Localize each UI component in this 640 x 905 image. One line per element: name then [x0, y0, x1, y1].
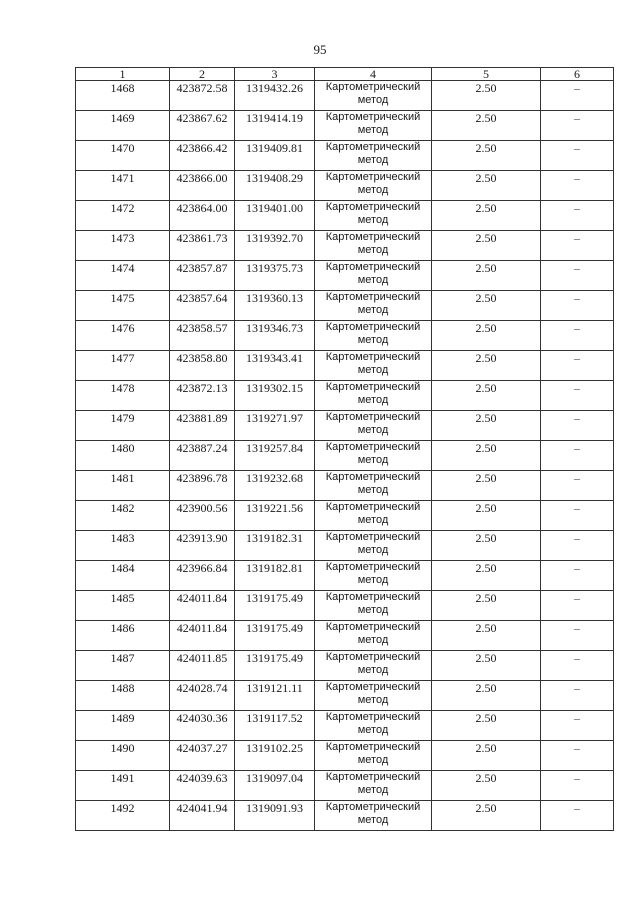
note-cell: –: [541, 171, 614, 201]
y-coordinate-cell: 1319408.29: [235, 171, 315, 201]
point-number-cell: 1492: [76, 801, 170, 831]
y-coordinate-cell: 1319175.49: [235, 651, 315, 681]
note-cell: –: [541, 381, 614, 411]
y-coordinate-cell: 1319346.73: [235, 321, 315, 351]
method-cell: Картометрический метод: [315, 441, 432, 471]
method-cell: Картометрический метод: [315, 261, 432, 291]
column-header: 6: [541, 68, 614, 81]
accuracy-cell: 2.50: [432, 501, 541, 531]
x-coordinate-cell: 423857.64: [170, 291, 235, 321]
x-coordinate-cell: 423966.84: [170, 561, 235, 591]
table-row: [76, 591, 614, 621]
method-cell: Картометрический метод: [315, 711, 432, 741]
table-row: [76, 711, 614, 741]
y-coordinate-cell: 1319401.00: [235, 201, 315, 231]
y-coordinate-cell: 1319257.84: [235, 441, 315, 471]
accuracy-cell: 2.50: [432, 351, 541, 381]
x-coordinate-cell: 423881.89: [170, 411, 235, 441]
accuracy-cell: 2.50: [432, 561, 541, 591]
y-coordinate-cell: 1319097.04: [235, 771, 315, 801]
y-coordinate-cell: 1319409.81: [235, 141, 315, 171]
point-number-cell: 1486: [76, 621, 170, 651]
note-cell: –: [541, 621, 614, 651]
note-cell: –: [541, 141, 614, 171]
note-cell: –: [541, 111, 614, 141]
accuracy-cell: 2.50: [432, 171, 541, 201]
x-coordinate-cell: 424028.74: [170, 681, 235, 711]
x-coordinate-cell: 424039.63: [170, 771, 235, 801]
accuracy-cell: 2.50: [432, 381, 541, 411]
note-cell: –: [541, 771, 614, 801]
y-coordinate-cell: 1319182.31: [235, 531, 315, 561]
y-coordinate-cell: 1319360.13: [235, 291, 315, 321]
column-header: 5: [432, 68, 541, 81]
method-cell: Картометрический метод: [315, 411, 432, 441]
accuracy-cell: 2.50: [432, 711, 541, 741]
point-number-cell: 1488: [76, 681, 170, 711]
accuracy-cell: 2.50: [432, 111, 541, 141]
note-cell: –: [541, 441, 614, 471]
x-coordinate-cell: 423857.87: [170, 261, 235, 291]
point-number-cell: 1476: [76, 321, 170, 351]
table-row: [76, 321, 614, 351]
point-number-cell: 1475: [76, 291, 170, 321]
method-cell: Картометрический метод: [315, 651, 432, 681]
point-number-cell: 1478: [76, 381, 170, 411]
point-number-cell: 1481: [76, 471, 170, 501]
method-cell: Картометрический метод: [315, 771, 432, 801]
note-cell: –: [541, 411, 614, 441]
note-cell: –: [541, 801, 614, 831]
point-number-cell: 1471: [76, 171, 170, 201]
table-row: [76, 231, 614, 261]
y-coordinate-cell: 1319432.26: [235, 81, 315, 111]
point-number-cell: 1480: [76, 441, 170, 471]
table-row: [76, 501, 614, 531]
method-cell: Картометрический метод: [315, 801, 432, 831]
x-coordinate-cell: 423867.62: [170, 111, 235, 141]
method-cell: Картометрический метод: [315, 741, 432, 771]
method-cell: Картометрический метод: [315, 141, 432, 171]
note-cell: –: [541, 231, 614, 261]
note-cell: –: [541, 501, 614, 531]
y-coordinate-cell: 1319271.97: [235, 411, 315, 441]
table-row: [76, 621, 614, 651]
note-cell: –: [541, 201, 614, 231]
y-coordinate-cell: 1319221.56: [235, 501, 315, 531]
x-coordinate-cell: 424041.94: [170, 801, 235, 831]
point-number-cell: 1470: [76, 141, 170, 171]
note-cell: –: [541, 261, 614, 291]
accuracy-cell: 2.50: [432, 81, 541, 111]
accuracy-cell: 2.50: [432, 231, 541, 261]
y-coordinate-cell: 1319302.15: [235, 381, 315, 411]
note-cell: –: [541, 651, 614, 681]
accuracy-cell: 2.50: [432, 321, 541, 351]
table-row: [76, 441, 614, 471]
y-coordinate-cell: 1319091.93: [235, 801, 315, 831]
method-cell: Картометрический метод: [315, 171, 432, 201]
method-cell: Картометрический метод: [315, 591, 432, 621]
y-coordinate-cell: 1319414.19: [235, 111, 315, 141]
point-number-cell: 1485: [76, 591, 170, 621]
point-number-cell: 1477: [76, 351, 170, 381]
table-row: [76, 351, 614, 381]
accuracy-cell: 2.50: [432, 531, 541, 561]
x-coordinate-cell: 423872.58: [170, 81, 235, 111]
page-number: 95: [313, 42, 327, 57]
column-header: 3: [235, 68, 315, 81]
table-row: [76, 141, 614, 171]
accuracy-cell: 2.50: [432, 471, 541, 501]
method-cell: Картометрический метод: [315, 681, 432, 711]
point-number-cell: 1483: [76, 531, 170, 561]
accuracy-cell: 2.50: [432, 621, 541, 651]
column-header: 1: [76, 68, 170, 81]
note-cell: –: [541, 321, 614, 351]
accuracy-cell: 2.50: [432, 771, 541, 801]
table-header-row: [76, 68, 614, 81]
method-cell: Картометрический метод: [315, 471, 432, 501]
point-number-cell: 1473: [76, 231, 170, 261]
table-row: [76, 411, 614, 441]
method-cell: Картометрический метод: [315, 291, 432, 321]
accuracy-cell: 2.50: [432, 261, 541, 291]
method-cell: Картометрический метод: [315, 381, 432, 411]
table-row: [76, 471, 614, 501]
point-number-cell: 1468: [76, 81, 170, 111]
y-coordinate-cell: 1319182.81: [235, 561, 315, 591]
x-coordinate-cell: 423896.78: [170, 471, 235, 501]
point-number-cell: 1489: [76, 711, 170, 741]
point-number-cell: 1474: [76, 261, 170, 291]
method-cell: Картометрический метод: [315, 501, 432, 531]
accuracy-cell: 2.50: [432, 681, 541, 711]
x-coordinate-cell: 424011.84: [170, 621, 235, 651]
method-cell: Картометрический метод: [315, 621, 432, 651]
x-coordinate-cell: 424011.84: [170, 591, 235, 621]
table-row: [76, 801, 614, 831]
point-number-cell: 1487: [76, 651, 170, 681]
y-coordinate-cell: 1319175.49: [235, 621, 315, 651]
point-number-cell: 1482: [76, 501, 170, 531]
table-row: [76, 771, 614, 801]
x-coordinate-cell: 424011.85: [170, 651, 235, 681]
x-coordinate-cell: 423913.90: [170, 531, 235, 561]
accuracy-cell: 2.50: [432, 141, 541, 171]
note-cell: –: [541, 591, 614, 621]
accuracy-cell: 2.50: [432, 201, 541, 231]
point-number-cell: 1490: [76, 741, 170, 771]
x-coordinate-cell: 423861.73: [170, 231, 235, 261]
accuracy-cell: 2.50: [432, 411, 541, 441]
method-cell: Картометрический метод: [315, 81, 432, 111]
note-cell: –: [541, 561, 614, 591]
accuracy-cell: 2.50: [432, 651, 541, 681]
x-coordinate-cell: 424037.27: [170, 741, 235, 771]
point-number-cell: 1491: [76, 771, 170, 801]
table-row: [76, 741, 614, 771]
table-row: [76, 201, 614, 231]
x-coordinate-cell: 423900.56: [170, 501, 235, 531]
note-cell: –: [541, 681, 614, 711]
note-cell: –: [541, 531, 614, 561]
y-coordinate-cell: 1319102.25: [235, 741, 315, 771]
y-coordinate-cell: 1319117.52: [235, 711, 315, 741]
y-coordinate-cell: 1319175.49: [235, 591, 315, 621]
y-coordinate-cell: 1319375.73: [235, 261, 315, 291]
column-header: 2: [170, 68, 235, 81]
method-cell: Картометрический метод: [315, 561, 432, 591]
accuracy-cell: 2.50: [432, 291, 541, 321]
table-row: [76, 561, 614, 591]
point-number-cell: 1469: [76, 111, 170, 141]
x-coordinate-cell: 424030.36: [170, 711, 235, 741]
method-cell: Картометрический метод: [315, 111, 432, 141]
x-coordinate-cell: 423858.57: [170, 321, 235, 351]
x-coordinate-cell: 423864.00: [170, 201, 235, 231]
x-coordinate-cell: 423887.24: [170, 441, 235, 471]
y-coordinate-cell: 1319392.70: [235, 231, 315, 261]
column-header: 4: [315, 68, 432, 81]
method-cell: Картометрический метод: [315, 351, 432, 381]
table-body: [76, 81, 614, 831]
table-row: [76, 651, 614, 681]
table-row: [76, 81, 614, 111]
accuracy-cell: 2.50: [432, 741, 541, 771]
method-cell: Картометрический метод: [315, 231, 432, 261]
x-coordinate-cell: 423872.13: [170, 381, 235, 411]
note-cell: –: [541, 351, 614, 381]
point-number-cell: 1472: [76, 201, 170, 231]
note-cell: –: [541, 291, 614, 321]
table-row: [76, 111, 614, 141]
table-row: [76, 381, 614, 411]
table-row: [76, 681, 614, 711]
note-cell: –: [541, 711, 614, 741]
y-coordinate-cell: 1319121.11: [235, 681, 315, 711]
note-cell: –: [541, 471, 614, 501]
point-number-cell: 1479: [76, 411, 170, 441]
coordinates-table: [75, 67, 614, 831]
accuracy-cell: 2.50: [432, 801, 541, 831]
accuracy-cell: 2.50: [432, 441, 541, 471]
note-cell: –: [541, 81, 614, 111]
accuracy-cell: 2.50: [432, 591, 541, 621]
y-coordinate-cell: 1319343.41: [235, 351, 315, 381]
table-row: [76, 171, 614, 201]
table-row: [76, 261, 614, 291]
method-cell: Картометрический метод: [315, 321, 432, 351]
table-row: [76, 531, 614, 561]
x-coordinate-cell: 423866.42: [170, 141, 235, 171]
method-cell: Картометрический метод: [315, 201, 432, 231]
point-number-cell: 1484: [76, 561, 170, 591]
table-row: [76, 291, 614, 321]
method-cell: Картометрический метод: [315, 531, 432, 561]
y-coordinate-cell: 1319232.68: [235, 471, 315, 501]
x-coordinate-cell: 423866.00: [170, 171, 235, 201]
note-cell: –: [541, 741, 614, 771]
x-coordinate-cell: 423858.80: [170, 351, 235, 381]
